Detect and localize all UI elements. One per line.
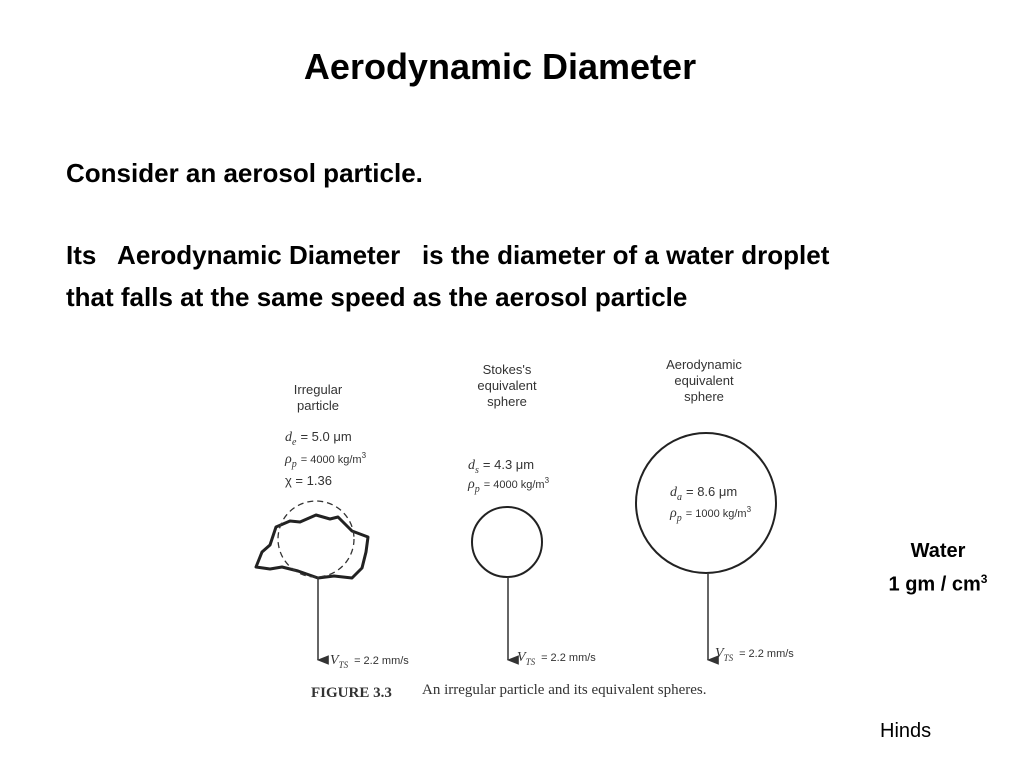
- irregular-vts-label: $V_{TS} = 2.2$ mm/s: [330, 653, 409, 670]
- water-label: Water: [910, 540, 966, 562]
- aerodynamic-sphere: [636, 433, 776, 573]
- aero-label-1: Aerodynamic: [666, 357, 742, 372]
- irregular-label-1: Irregular: [293, 382, 343, 397]
- irregular-de-label: $d_e = 5.0$ μm: [285, 429, 352, 448]
- definition-line-2: that falls at the same speed as the aerosol particle: [66, 282, 688, 312]
- definition-line-1: Its Aerodynamic Diameter is the diameter of a water droplet: [66, 240, 830, 270]
- irregular-rho-label: ρp = 4000 $kg/m^3$: [285, 451, 367, 470]
- aero-label-2: equivalent: [674, 373, 734, 388]
- figure-caption-text: An irregular particle and its equivalent spheres.: [422, 682, 707, 698]
- intro-line: Consider an aerosol particle.: [66, 158, 423, 188]
- irregular-label-2: particle: [297, 398, 339, 413]
- figure-caption-label: FIGURE 3.3: [311, 685, 392, 701]
- stokes-label-1: Stokes's: [482, 362, 532, 377]
- aero-vts-label: $V_{TS} = 2.2$ mm/s: [715, 646, 794, 663]
- aero-rho-label: ρp = 1000 $kg/m^3$: [670, 505, 752, 524]
- stokes-vts-label: $V_{TS} = 2.2$ mm/s: [517, 650, 596, 667]
- aero-d-label: $d_a = 8.6$ μm: [670, 484, 738, 503]
- source-credit: Hinds: [880, 720, 932, 742]
- water-density-note: [870, 537, 1006, 599]
- slide-title: Aerodynamic Diameter: [303, 46, 697, 87]
- stokes-rho-label: ρp = 4000 $kg/m^3$: [468, 476, 550, 495]
- stokes-label-2: equivalent: [477, 378, 537, 393]
- irregular-chi-label: χ = 1.36: [285, 473, 332, 488]
- aero-label-3: sphere: [684, 389, 724, 404]
- stokes-sphere: [472, 507, 542, 577]
- stokes-d-label: $d_s = 4.3$ μm: [468, 457, 535, 476]
- water-density: 1 gm / $cm^3$: [888, 572, 988, 596]
- irregular-equivalent-dashed-circle: [278, 501, 354, 577]
- stokes-label-3: sphere: [487, 394, 527, 409]
